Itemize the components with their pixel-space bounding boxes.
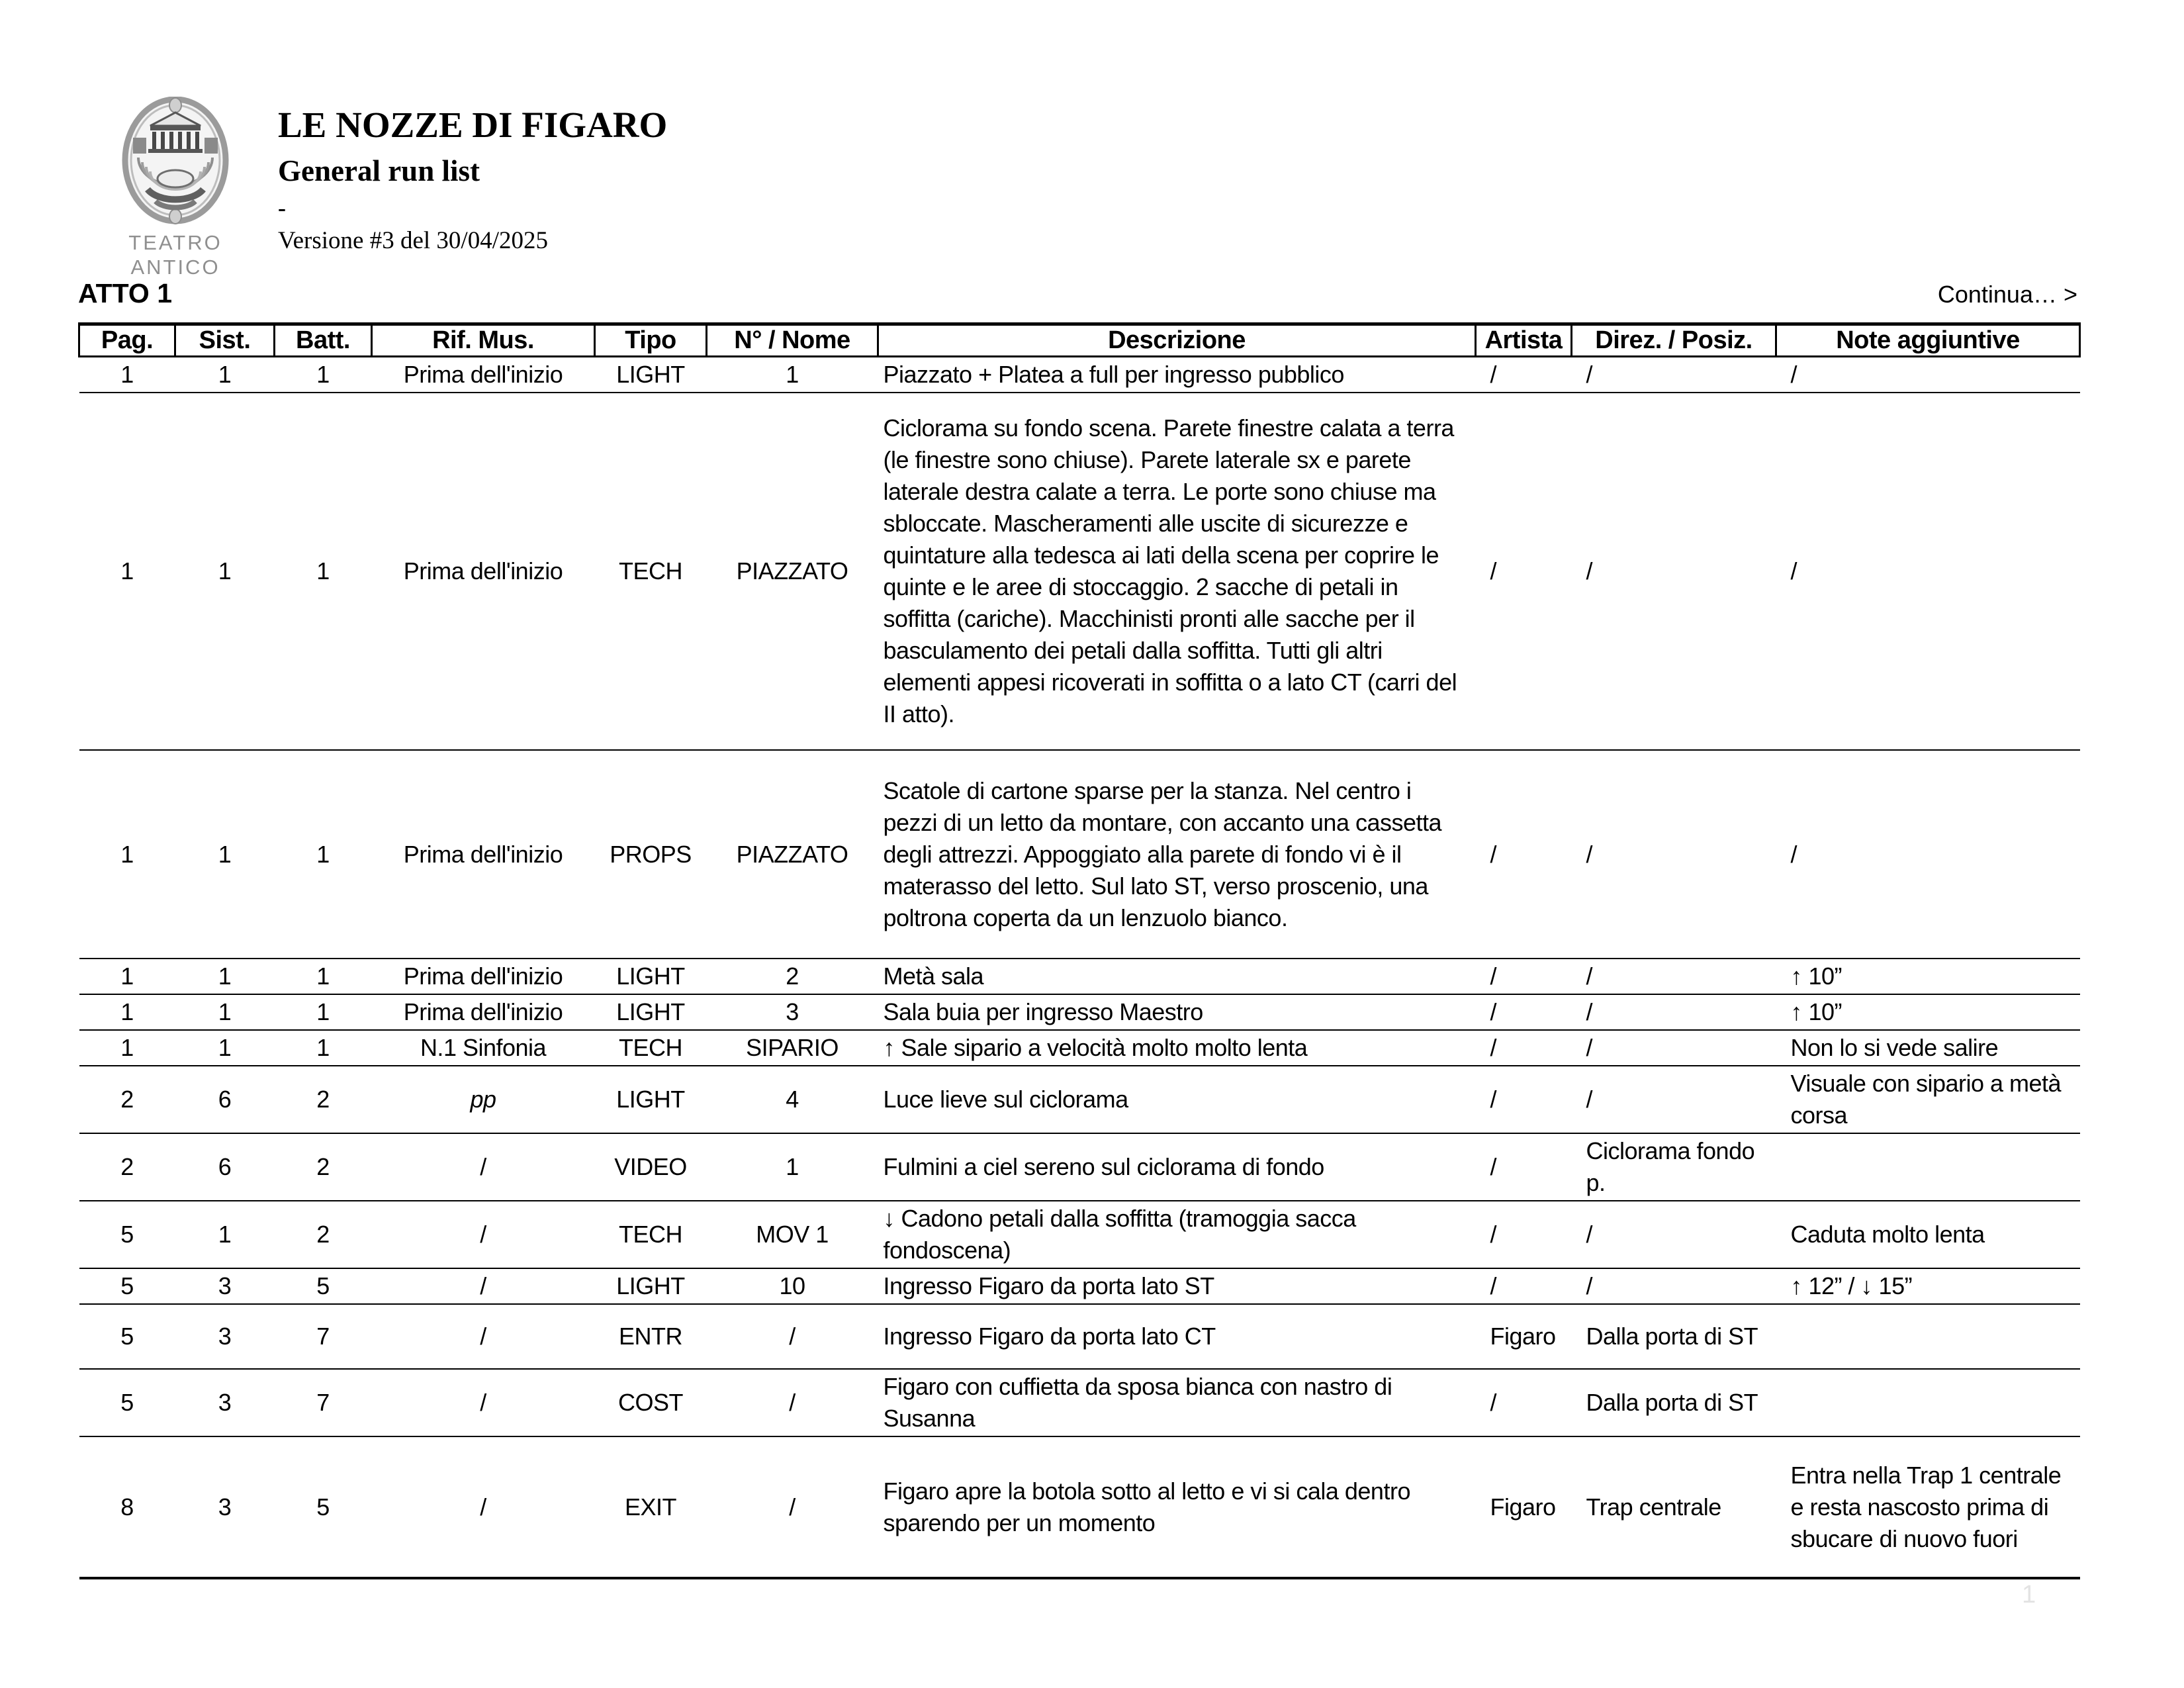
- column-row: [79, 324, 2080, 357]
- column-header: Descrizione: [878, 324, 1476, 357]
- table-row: [79, 357, 2080, 393]
- logo-caption-line1: TEATRO: [128, 231, 222, 254]
- cell-tipo: PROPS: [595, 750, 707, 959]
- cell-sist: 1: [175, 357, 275, 393]
- cell-tipo: VIDEO: [595, 1133, 707, 1201]
- page-number: 1: [2022, 1581, 2036, 1609]
- cell-rif: pp: [372, 1066, 595, 1133]
- cell-descrizione: Figaro apre la botola sotto al letto e vi si cala dentro sparendo per un momento: [878, 1436, 1476, 1578]
- cell-pag: 5: [79, 1304, 175, 1369]
- version-line: Versione #3 del 30/04/2025: [278, 227, 548, 254]
- column-header: Direz. / Posiz.: [1572, 324, 1776, 357]
- cell-descrizione: Sala buia per ingresso Maestro: [878, 994, 1476, 1030]
- cell-note: Non lo si vede salire: [1776, 1030, 2080, 1066]
- table-row: [79, 959, 2080, 994]
- column-header: Pag.: [79, 324, 175, 357]
- cell-tipo: COST: [595, 1369, 707, 1436]
- act-bar: [78, 278, 2079, 315]
- cell-nome: 1: [707, 357, 878, 393]
- cell-rif: Prima dell'inizio: [372, 994, 595, 1030]
- cell-note: [1776, 1304, 2080, 1369]
- cell-sist: 3: [175, 1304, 275, 1369]
- cell-batt: 2: [275, 1066, 372, 1133]
- cell-sist: 1: [175, 750, 275, 959]
- cell-tipo: TECH: [595, 1201, 707, 1268]
- continue-indicator: Continua… >: [1937, 281, 2077, 308]
- cell-artista: Figaro: [1476, 1304, 1572, 1369]
- cell-tipo: TECH: [595, 393, 707, 750]
- cell-batt: 7: [275, 1369, 372, 1436]
- cell-artista: /: [1476, 994, 1572, 1030]
- cell-direz: Trap centrale: [1572, 1436, 1776, 1578]
- cell-pag: 1: [79, 357, 175, 393]
- cell-note: [1776, 1133, 2080, 1201]
- cell-note: [1776, 1369, 2080, 1436]
- theatre-emblem-icon: [121, 97, 230, 229]
- cell-sist: 1: [175, 393, 275, 750]
- cell-pag: 5: [79, 1369, 175, 1436]
- table-row: [79, 1030, 2080, 1066]
- cell-rif: /: [372, 1201, 595, 1268]
- cell-rif: /: [372, 1369, 595, 1436]
- cell-artista: /: [1476, 1030, 1572, 1066]
- cell-batt: 1: [275, 393, 372, 750]
- document-subtitle: General run list: [278, 154, 480, 187]
- cell-note: /: [1776, 357, 2080, 393]
- cell-tipo: TECH: [595, 1030, 707, 1066]
- cell-sist: 3: [175, 1436, 275, 1578]
- cell-direz: /: [1572, 1201, 1776, 1268]
- cell-pag: 1: [79, 1030, 175, 1066]
- cell-note: Caduta molto lenta: [1776, 1201, 2080, 1268]
- cell-rif: /: [372, 1133, 595, 1201]
- cell-direz: /: [1572, 750, 1776, 959]
- cell-descrizione: Ciclorama su fondo scena. Parete finestre calata a terra (le finestre sono chiuse). Parete laterale sx e parete laterale destra calate a terra. Le porte sono chiuse ma sbloccate. Mascheramenti alle uscite di sicurezze e quintature alla tedesca ai lati della scena per coprire le quinte e le aree di stoccaggio. 2 sacche di petali in soffitta (cariche). Macchinisti pronti alle sacche per il basculamento dei petali dalla soffitta. Tutti gli altri elementi appesi ricoverati in soffitta o a lato CT (carri del II atto).: [878, 393, 1476, 750]
- table-body: [79, 357, 2080, 1579]
- document-header: [278, 105, 1337, 256]
- cell-direz: /: [1572, 357, 1776, 393]
- cell-descrizione: Piazzato + Platea a full per ingresso pubblico: [878, 357, 1476, 393]
- document-title: LE NOZZE DI FIGARO: [278, 105, 668, 145]
- cell-direz: /: [1572, 1066, 1776, 1133]
- cell-rif: N.1 Sinfonia: [372, 1030, 595, 1066]
- table-row: [79, 1304, 2080, 1369]
- table-row: [79, 1268, 2080, 1304]
- table-header: [79, 324, 2080, 357]
- cell-direz: Dalla porta di ST: [1572, 1304, 1776, 1369]
- cell-artista: /: [1476, 959, 1572, 994]
- cell-rif: /: [372, 1436, 595, 1578]
- cell-batt: 1: [275, 994, 372, 1030]
- cell-note: /: [1776, 750, 2080, 959]
- cell-batt: 1: [275, 357, 372, 393]
- cell-tipo: LIGHT: [595, 1268, 707, 1304]
- cell-direz: /: [1572, 1268, 1776, 1304]
- cell-pag: 5: [79, 1201, 175, 1268]
- table-row: [79, 1133, 2080, 1201]
- cell-artista: /: [1476, 1369, 1572, 1436]
- cell-descrizione: ↓ Cadono petali dalla soffitta (tramoggia sacca fondoscena): [878, 1201, 1476, 1268]
- cell-batt: 1: [275, 1030, 372, 1066]
- cell-tipo: LIGHT: [595, 1066, 707, 1133]
- cell-nome: 4: [707, 1066, 878, 1133]
- logo-caption-line2: ANTICO: [130, 256, 220, 279]
- column-header: Rif. Mus.: [372, 324, 595, 357]
- table-row: [79, 393, 2080, 750]
- cell-pag: 1: [79, 994, 175, 1030]
- cell-rif: /: [372, 1304, 595, 1369]
- cell-descrizione: Ingresso Figaro da porta lato CT: [878, 1304, 1476, 1369]
- column-header: Artista: [1476, 324, 1572, 357]
- cell-nome: /: [707, 1436, 878, 1578]
- cell-descrizione: Scatole di cartone sparse per la stanza. Nel centro i pezzi di un letto da montare, con accanto una cassetta degli attrezzi. Appoggiato alla parete di fondo vi è il materasso del letto. Sul lato ST, verso proscenio, una poltrona coperta da un lenzuolo bianco.: [878, 750, 1476, 959]
- cell-direz: /: [1572, 393, 1776, 750]
- cell-sist: 1: [175, 959, 275, 994]
- column-header: Tipo: [595, 324, 707, 357]
- teatro-antico-logo: [121, 97, 230, 229]
- table-row: [79, 1436, 2080, 1578]
- cell-nome: /: [707, 1304, 878, 1369]
- cell-pag: 1: [79, 393, 175, 750]
- cell-pag: 2: [79, 1066, 175, 1133]
- cell-direz: Dalla porta di ST: [1572, 1369, 1776, 1436]
- cell-note: Entra nella Trap 1 centrale e resta nascosto prima di sbucare di nuovo fuori: [1776, 1436, 2080, 1578]
- cell-pag: 8: [79, 1436, 175, 1578]
- cell-sist: 1: [175, 1030, 275, 1066]
- cell-batt: 5: [275, 1436, 372, 1578]
- cell-nome: 3: [707, 994, 878, 1030]
- cell-artista: Figaro: [1476, 1436, 1572, 1578]
- cell-nome: MOV 1: [707, 1201, 878, 1268]
- cell-tipo: EXIT: [595, 1436, 707, 1578]
- cell-direz: /: [1572, 994, 1776, 1030]
- cell-nome: /: [707, 1369, 878, 1436]
- table-row: [79, 1066, 2080, 1133]
- cell-descrizione: Figaro con cuffietta da sposa bianca con nastro di Susanna: [878, 1369, 1476, 1436]
- cell-batt: 1: [275, 750, 372, 959]
- cell-nome: 10: [707, 1268, 878, 1304]
- cell-note: ↑ 10”: [1776, 959, 2080, 994]
- cell-artista: /: [1476, 357, 1572, 393]
- cell-nome: PIAZZATO: [707, 750, 878, 959]
- cell-tipo: LIGHT: [595, 959, 707, 994]
- cell-nome: 2: [707, 959, 878, 994]
- cell-sist: 3: [175, 1369, 275, 1436]
- cell-sist: 1: [175, 994, 275, 1030]
- cell-direz: /: [1572, 959, 1776, 994]
- cell-artista: /: [1476, 1268, 1572, 1304]
- cell-rif: /: [372, 1268, 595, 1304]
- run-list-table: [78, 322, 2081, 1579]
- cell-descrizione: Luce lieve sul ciclorama: [878, 1066, 1476, 1133]
- cell-rif: Prima dell'inizio: [372, 959, 595, 994]
- cell-pag: 5: [79, 1268, 175, 1304]
- cell-sist: 6: [175, 1066, 275, 1133]
- separator-dash: -: [278, 195, 286, 221]
- cell-rif: Prima dell'inizio: [372, 750, 595, 959]
- table-row: [79, 1369, 2080, 1436]
- column-header: Sist.: [175, 324, 275, 357]
- cell-batt: 2: [275, 1133, 372, 1201]
- cell-tipo: LIGHT: [595, 994, 707, 1030]
- cell-pag: 1: [79, 750, 175, 959]
- act-title: ATTO 1: [78, 278, 172, 308]
- cell-rif: Prima dell'inizio: [372, 393, 595, 750]
- cell-batt: 2: [275, 1201, 372, 1268]
- cell-note: ↑ 10”: [1776, 994, 2080, 1030]
- cell-artista: /: [1476, 750, 1572, 959]
- column-header: N° / Nome: [707, 324, 878, 357]
- column-header: Note aggiuntive: [1776, 324, 2080, 357]
- cell-sist: 3: [175, 1268, 275, 1304]
- cell-nome: 1: [707, 1133, 878, 1201]
- cell-note: Visuale con sipario a metà corsa: [1776, 1066, 2080, 1133]
- cell-artista: /: [1476, 393, 1572, 750]
- cell-pag: 2: [79, 1133, 175, 1201]
- cell-direz: Ciclorama fondo p.: [1572, 1133, 1776, 1201]
- cell-descrizione: Fulmini a ciel sereno sul ciclorama di fondo: [878, 1133, 1476, 1201]
- cell-note: /: [1776, 393, 2080, 750]
- column-header: Batt.: [275, 324, 372, 357]
- cell-tipo: LIGHT: [595, 357, 707, 393]
- table-row: [79, 994, 2080, 1030]
- cell-batt: 1: [275, 959, 372, 994]
- table-row: [79, 1201, 2080, 1268]
- cell-note: ↑ 12” / ↓ 15”: [1776, 1268, 2080, 1304]
- cell-batt: 5: [275, 1268, 372, 1304]
- cell-artista: /: [1476, 1133, 1572, 1201]
- table-row: [79, 750, 2080, 959]
- cell-nome: PIAZZATO: [707, 393, 878, 750]
- cell-artista: /: [1476, 1066, 1572, 1133]
- cell-descrizione: Ingresso Figaro da porta lato ST: [878, 1268, 1476, 1304]
- cell-direz: /: [1572, 1030, 1776, 1066]
- cell-rif: Prima dell'inizio: [372, 357, 595, 393]
- cell-sist: 6: [175, 1133, 275, 1201]
- logo-caption: [88, 230, 263, 279]
- cell-pag: 1: [79, 959, 175, 994]
- cell-sist: 1: [175, 1201, 275, 1268]
- cell-descrizione: ↑ Sale sipario a velocità molto molto lenta: [878, 1030, 1476, 1066]
- cell-nome: SIPARIO: [707, 1030, 878, 1066]
- cell-artista: /: [1476, 1201, 1572, 1268]
- cell-tipo: ENTR: [595, 1304, 707, 1369]
- cell-descrizione: Metà sala: [878, 959, 1476, 994]
- cell-batt: 7: [275, 1304, 372, 1369]
